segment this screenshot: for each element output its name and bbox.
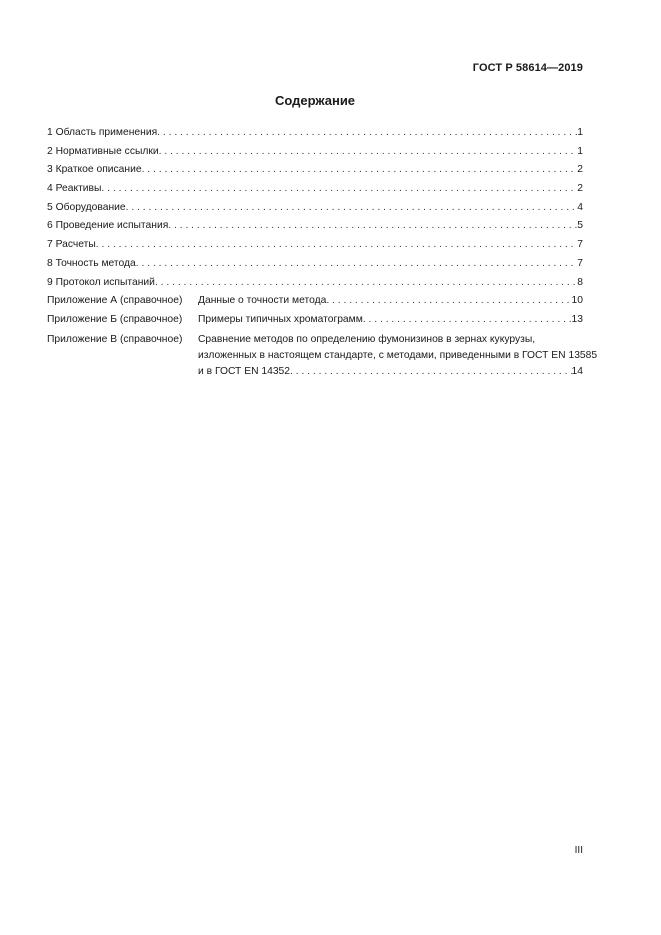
dot-leader xyxy=(290,364,572,380)
appendix-body xyxy=(198,311,583,330)
page-number: III xyxy=(574,845,583,856)
toc-entry-equipment[interactable] xyxy=(47,199,583,218)
toc-entry-scope[interactable] xyxy=(47,124,583,143)
toc-entry-page: 13 xyxy=(571,313,583,325)
toc-entry-page: 7 xyxy=(577,239,583,251)
toc-entry-test-procedure[interactable] xyxy=(47,217,583,236)
dot-leader xyxy=(101,180,577,199)
appendix-body xyxy=(198,292,583,311)
toc-entry-reagents[interactable] xyxy=(47,180,583,199)
toc-entry-calculations[interactable] xyxy=(47,236,583,255)
appendix-title: и в ГОСТ EN 14352 xyxy=(198,365,290,377)
toc-entry-page: 14 xyxy=(571,365,583,377)
toc-entry-label: 8 Точность метода xyxy=(47,257,136,269)
dot-leader xyxy=(155,274,577,293)
toc-entry-page: 4 xyxy=(577,201,583,213)
dot-leader xyxy=(168,217,577,236)
appendix-label: Приложение А (справочное) xyxy=(47,295,183,307)
appendix-label: Приложение Б (справочное) xyxy=(47,313,183,325)
dot-leader xyxy=(363,311,572,330)
appendix-body xyxy=(198,332,598,380)
toc-entry-label: 6 Проведение испытания xyxy=(47,220,169,232)
dot-leader xyxy=(96,236,578,255)
appendix-title: Примеры типичных хроматограмм xyxy=(198,313,363,325)
toc-entry-label: 2 Нормативные ссылки xyxy=(47,145,159,157)
toc-entry-normative-references[interactable] xyxy=(47,143,583,162)
toc-appendix-v[interactable] xyxy=(47,332,598,380)
toc-title: Содержание xyxy=(274,93,356,108)
toc-entry-method-precision[interactable] xyxy=(47,255,583,274)
dot-leader xyxy=(326,292,571,311)
appendix-title: Данные о точности метода xyxy=(198,295,327,307)
toc-entry-page: 5 xyxy=(577,220,583,232)
toc-appendix-b[interactable] xyxy=(47,311,583,330)
toc-entry-label: 4 Реактивы xyxy=(47,183,102,195)
appendix-label: Приложение В (справочное) xyxy=(47,333,183,345)
toc-entry-test-report[interactable] xyxy=(47,274,583,293)
toc-entry-page: 2 xyxy=(577,164,583,176)
standard-code: ГОСТ Р 58614—2019 xyxy=(472,62,583,74)
toc-appendix-a[interactable] xyxy=(47,292,583,311)
toc-entry-page: 2 xyxy=(577,183,583,195)
dot-leader xyxy=(159,143,578,162)
toc-entry-label: 1 Область применения xyxy=(47,127,158,138)
dot-leader xyxy=(142,161,578,180)
toc-entry-label: 9 Протокол испытаний xyxy=(47,276,155,288)
toc-entry-page: 1 xyxy=(577,145,583,157)
toc-entry-brief-description[interactable] xyxy=(47,161,583,180)
dot-leader xyxy=(126,199,578,218)
appendix-title-line xyxy=(198,311,583,330)
toc-entry-label: 3 Краткое описание xyxy=(47,164,142,176)
toc-entry-page: 10 xyxy=(571,295,583,307)
toc-entry-label: 7 Расчеты xyxy=(47,239,96,251)
appendix-title-line: Сравнение методов по определению фумонизинов в зернах кукурузы, xyxy=(198,333,536,345)
dot-leader xyxy=(136,255,578,274)
appendix-title-line xyxy=(198,292,583,311)
appendix-title-line xyxy=(198,364,583,380)
toc-entry-page: 7 xyxy=(577,257,583,269)
dot-leader xyxy=(157,124,577,143)
table-of-contents xyxy=(47,124,598,380)
toc-entry-page: 1 xyxy=(577,127,583,138)
appendix-title-line: изложенных в настоящем стандарте, с методами, приведенными в ГОСТ EN 13585 xyxy=(198,349,598,361)
toc-entry-label: 5 Оборудование xyxy=(47,201,126,213)
toc-entry-page: 8 xyxy=(577,276,583,288)
